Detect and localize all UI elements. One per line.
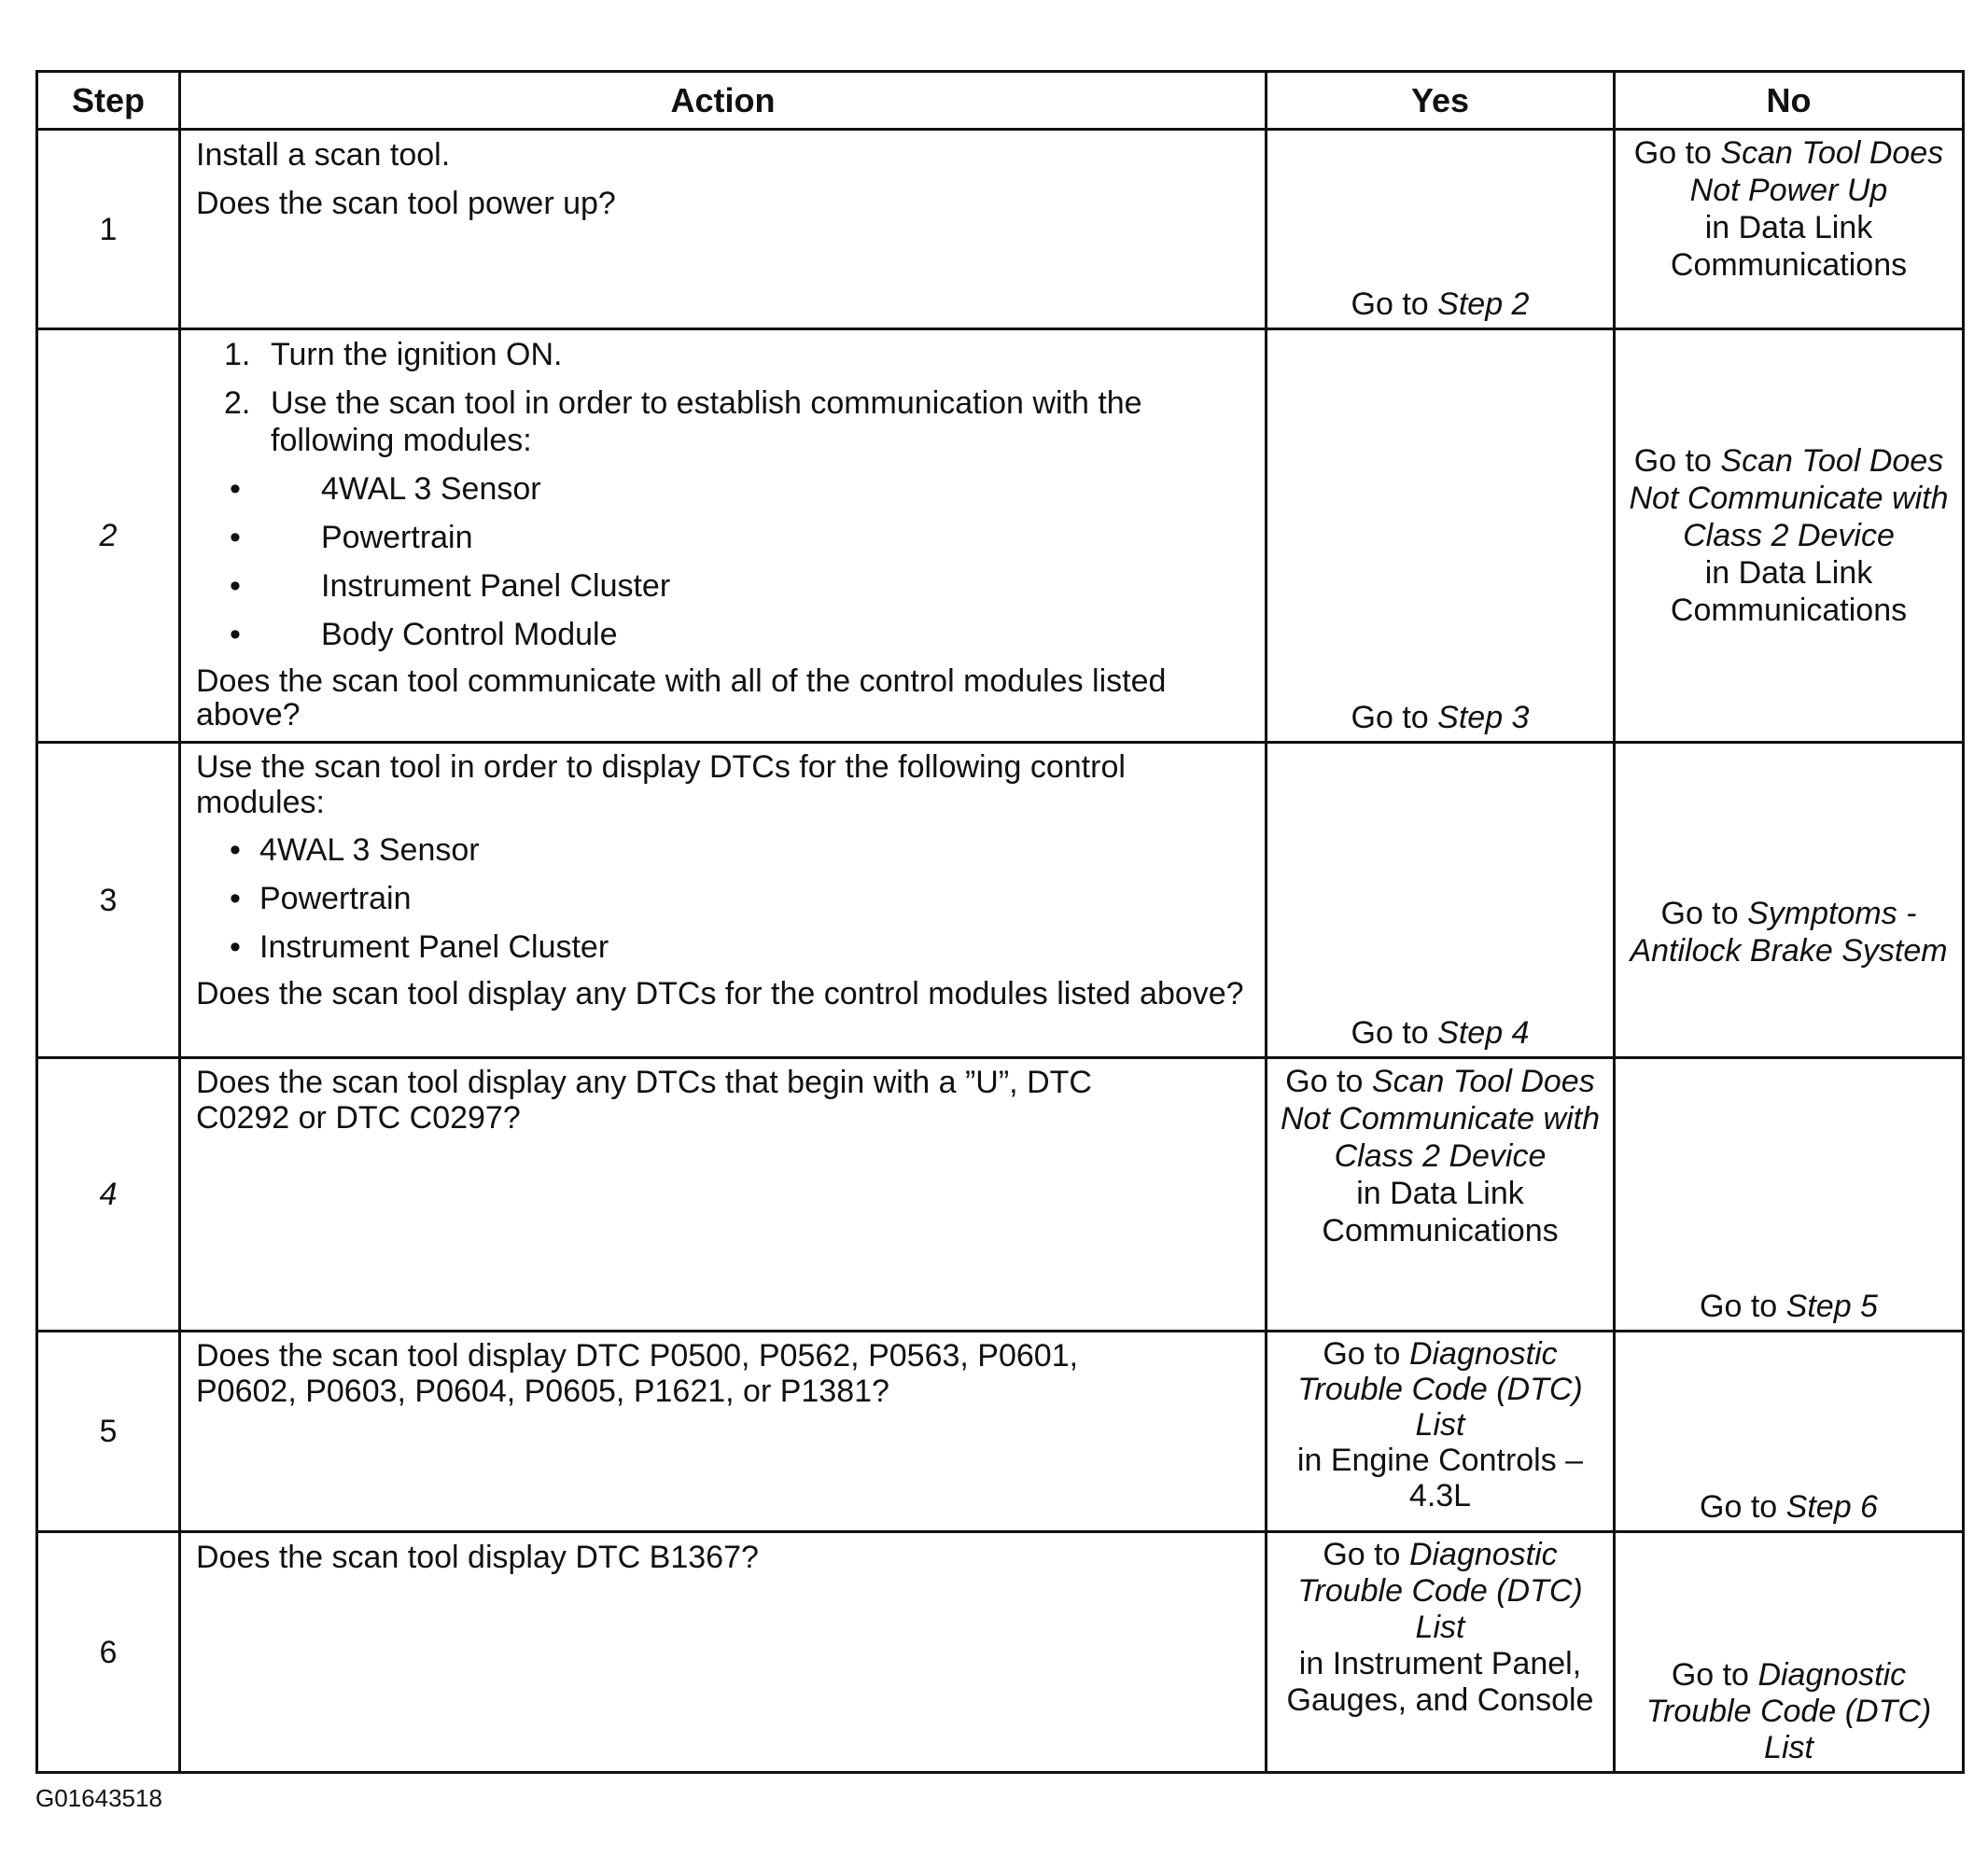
numbered-list xyxy=(196,336,1252,653)
step-number: 5 xyxy=(37,1332,180,1532)
diagnostic-table xyxy=(35,70,1965,1774)
no-suffix: in Data Link Communications xyxy=(1670,554,1908,628)
step-number: 4 xyxy=(37,1058,180,1332)
step-number: 1 xyxy=(37,130,180,329)
numbered-item: 1. Turn the ignition ON. xyxy=(224,337,563,372)
header-no: No xyxy=(1615,72,1964,130)
yes-cell xyxy=(1267,329,1615,743)
action-cell xyxy=(180,130,1267,329)
no-cell xyxy=(1615,329,1964,743)
yes-step-link[interactable]: Go to Step 4 xyxy=(1351,1015,1530,1051)
bullet-item: • Body Control Module xyxy=(196,616,1252,653)
bullet-item: • Powertrain xyxy=(196,880,1252,917)
yes-suffix: in Instrument Panel, Gauges, and Console xyxy=(1286,1646,1594,1718)
no-go-to-line[interactable]: Go to Scan Tool Does Not Communicate with Class 2 Device xyxy=(1629,442,1949,553)
header-step: Step xyxy=(37,72,180,130)
yes-suffix: in Engine Controls – 4.3L xyxy=(1296,1443,1584,1513)
action-question: Does the scan tool display DTC P0500, P0562, P0563, P0601, P0602, P0603, P0604, P0605, P1621, or P1381? xyxy=(196,1338,1079,1409)
yes-cell xyxy=(1267,1332,1615,1532)
bullet-item: • 4WAL 3 Sensor xyxy=(196,831,1252,869)
yes-cell xyxy=(1267,130,1615,329)
yes-go-to-line[interactable]: Go to Diagnostic Trouble Code (DTC) List xyxy=(1297,1537,1583,1645)
yes-suffix: in Data Link Communications xyxy=(1322,1176,1559,1248)
bullet-item: • Instrument Panel Cluster xyxy=(196,928,1252,966)
action-cell xyxy=(180,329,1267,743)
action-question: Does the scan tool communicate with all of the control modules listed above? xyxy=(196,663,1167,732)
action-question: Does the scan tool display DTC B1367? xyxy=(196,1540,759,1575)
yes-go-to-line[interactable]: Go to Diagnostic Trouble Code (DTC) List xyxy=(1297,1336,1583,1443)
table-row xyxy=(37,743,1964,1058)
header-row xyxy=(37,72,1964,130)
action-cell xyxy=(180,1532,1267,1773)
bullet-item: • Powertrain xyxy=(196,519,1252,556)
action-question: Does the scan tool display any DTCs for the control modules listed above? xyxy=(196,976,1244,1011)
table-row xyxy=(37,1532,1964,1773)
no-cell xyxy=(1615,1058,1964,1332)
header-action: Action xyxy=(180,72,1267,130)
table-row xyxy=(37,130,1964,329)
yes-step-link[interactable]: Go to Step 2 xyxy=(1351,286,1530,322)
diagnostic-table-container xyxy=(35,70,1962,1774)
no-suffix: in Data Link Communications xyxy=(1670,210,1908,283)
action-cell xyxy=(180,743,1267,1058)
action-line: Does the scan tool power up? xyxy=(196,186,616,221)
no-step-link[interactable]: Go to Step 5 xyxy=(1700,1289,1878,1324)
action-cell xyxy=(180,1332,1267,1532)
yes-go-to-line[interactable]: Go to Scan Tool Does Not Communicate with Class 2 Device xyxy=(1280,1064,1600,1174)
action-intro: Use the scan tool in order to display DTCs for the following control modules: xyxy=(196,749,1126,820)
no-cell xyxy=(1615,743,1964,1058)
table-row xyxy=(37,329,1964,743)
figure-id: G01643518 xyxy=(35,1784,162,1812)
numbered-item: 2. Use the scan tool in order to establish communication with the following modules: • 4WAL 3 Sensor • Powertrain • Instrument Panel Cluster • Body Control Module xyxy=(196,384,1252,653)
no-step-link[interactable]: Go to Step 6 xyxy=(1700,1489,1878,1525)
table-row xyxy=(37,1058,1964,1332)
no-cell xyxy=(1615,1332,1964,1532)
step-number: 6 xyxy=(37,1532,180,1773)
header-yes: Yes xyxy=(1267,72,1615,130)
action-line: Install a scan tool. xyxy=(196,137,451,173)
bullet-list xyxy=(196,470,1252,653)
yes-cell xyxy=(1267,1532,1615,1773)
no-go-to-line[interactable]: Go to Diagnostic Trouble Code (DTC) List xyxy=(1645,1657,1932,1765)
no-cell xyxy=(1615,130,1964,329)
bullet-item: • Instrument Panel Cluster xyxy=(196,567,1252,605)
yes-cell xyxy=(1267,743,1615,1058)
action-cell xyxy=(180,1058,1267,1332)
step-number: 3 xyxy=(37,743,180,1058)
table-row xyxy=(37,1332,1964,1532)
bullet-item: • 4WAL 3 Sensor xyxy=(196,470,1252,508)
bullet-list xyxy=(196,831,1252,966)
no-cell xyxy=(1615,1532,1964,1773)
no-go-to-line[interactable]: Go to Scan Tool Does Not Power Up xyxy=(1633,135,1944,208)
yes-cell xyxy=(1267,1058,1615,1332)
no-go-to-line[interactable]: Go to Symptoms - Antilock Brake System xyxy=(1630,896,1948,969)
step-number: 2 xyxy=(37,329,180,743)
yes-step-link[interactable]: Go to Step 3 xyxy=(1351,700,1530,735)
action-question: Does the scan tool display any DTCs that begin with a ”U”, DTC C0292 or DTC C0297? xyxy=(196,1065,1092,1136)
